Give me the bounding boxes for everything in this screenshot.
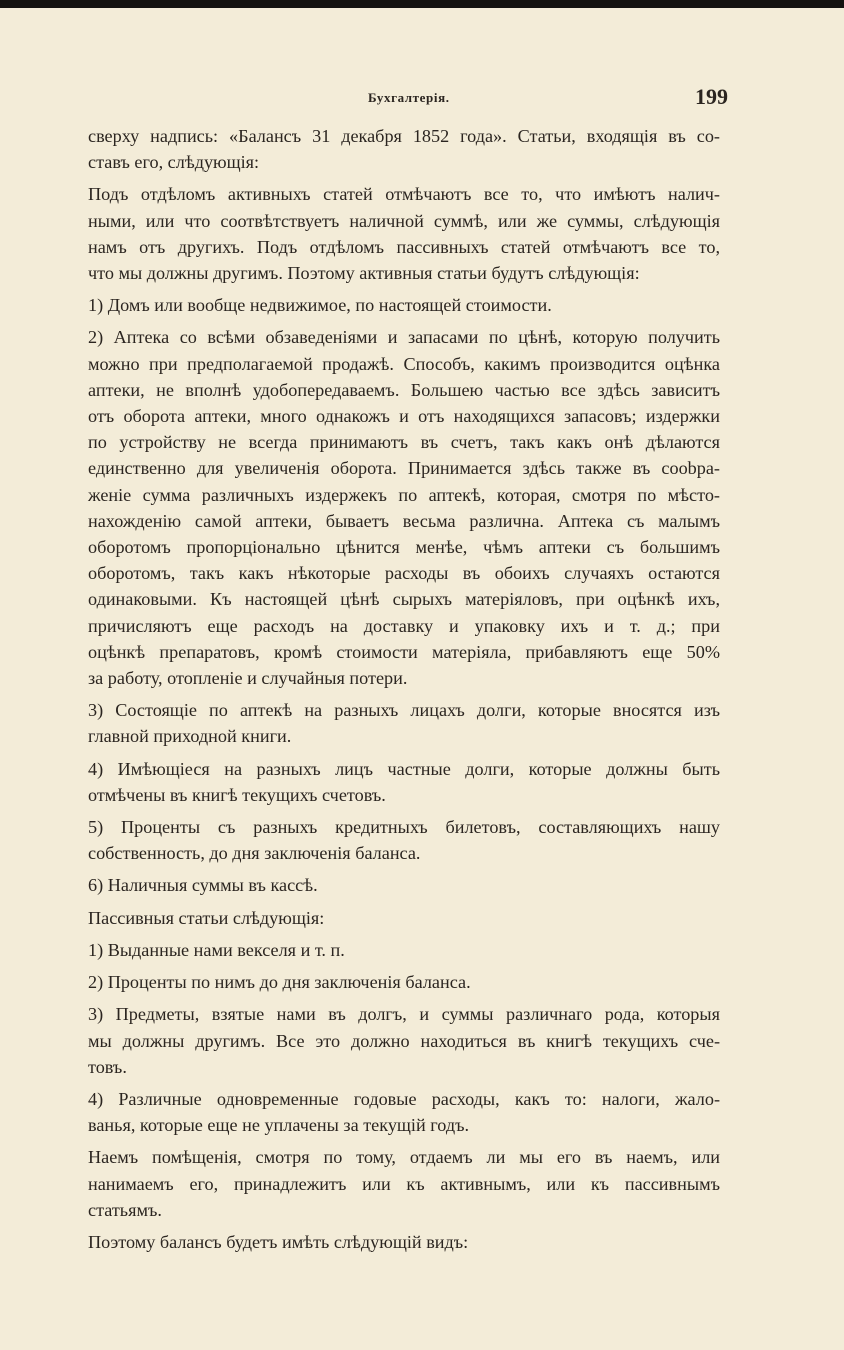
text-line: Подъ отдѣломъ активныхъ статей отмѣчаютъ все то, что имѣютъ налич- xyxy=(88,184,720,205)
text-line: ванья, которые еще не уплачены за текущій годъ. xyxy=(88,1115,470,1136)
text-line: женіе сумма различныхъ издержекъ по аптекѣ, которая, смотря по мѣсто- xyxy=(88,484,720,505)
paragraph xyxy=(88,937,720,963)
text-line: Пассивныя статьи слѣдующія: xyxy=(88,907,325,928)
text-line: товъ. xyxy=(88,1056,127,1077)
text-line: аптеки, не вполнѣ удобопередаваемъ. Большею частью все здѣсь зависитъ xyxy=(88,379,720,400)
text-line: что мы должны другимъ. Поэтому активныя статьи будутъ слѣдующія: xyxy=(88,263,640,284)
paragraph xyxy=(88,905,720,931)
text-line: Наемъ помѣщенія, смотря по тому, отдаемъ ли мы его въ наемъ, или xyxy=(88,1147,720,1168)
text-line: мы должны другимъ. Все это должно находиться въ книгѣ текущихъ сче- xyxy=(88,1030,720,1051)
text-line: намъ отъ другихъ. Подъ отдѣломъ пассивныхъ статей отмѣчаютъ все то, xyxy=(88,236,720,257)
text-line: 1) Домъ или вообще недвижимое, по настоящей стоимости. xyxy=(88,295,552,316)
paragraph xyxy=(88,1229,720,1255)
text-line: оцѣнкѣ препаратовъ, кромѣ стоимости матеріяла, прибавляютъ еще 50% xyxy=(88,641,720,662)
text-line: отмѣчены въ книгѣ текущихъ счетовъ. xyxy=(88,784,386,805)
paragraph xyxy=(88,1144,720,1223)
text-line: сверху надпись: «Балансъ 31 декабря 1852 года». Статьи, входящія въ со- xyxy=(88,126,720,146)
paragraph xyxy=(88,756,720,808)
text-line: 2) Проценты по нимъ до дня заключенія баланса. xyxy=(88,972,471,993)
text-line: оборотомъ, такъ какъ нѣкоторые расходы въ обоихъ случаяхъ остаются xyxy=(88,563,720,584)
text-line: статьямъ. xyxy=(88,1199,162,1220)
paragraph xyxy=(88,181,720,286)
paragraph xyxy=(88,324,720,691)
running-head: Бухгалтерія. xyxy=(368,90,450,105)
text-line: ставъ его, слѣдующія: xyxy=(88,152,260,173)
paragraph xyxy=(88,814,720,866)
text-line: 3) Состоящіе по аптекѣ на разныхъ лицахъ долги, которые вносятся изъ xyxy=(88,700,720,721)
text-line: можно при предполагаемой продажѣ. Способъ, какимъ производится оцѣнка xyxy=(88,353,720,374)
text-line: главной приходной книги. xyxy=(88,726,292,747)
text-line: собственность, до дня заключенія баланса. xyxy=(88,843,421,864)
paragraph xyxy=(88,697,720,749)
text-line: 3) Предметы, взятые нами въ долгъ, и суммы различнаго рода, которыя xyxy=(88,1004,720,1025)
paragraph xyxy=(88,292,720,318)
text-line: 4) Различные одновременные годовые расходы, какъ то: налоги, жало- xyxy=(88,1088,720,1109)
text-line: оборотомъ пропорціонально цѣнится менѣе, чѣмъ аптеки съ большимъ xyxy=(88,537,720,558)
page-header xyxy=(368,86,728,112)
text-line: 1) Выданные нами векселя и т. п. xyxy=(88,939,345,960)
paragraph xyxy=(88,123,720,175)
text-line: 5) Проценты съ разныхъ кредитныхъ билетовъ, составляющихъ нашу xyxy=(88,817,720,838)
paragraph xyxy=(88,1001,720,1080)
text-line: ными, или что соотвѣтствуетъ наличной суммѣ, или же суммы, слѣдующія xyxy=(88,210,720,231)
text-line: единственно для увеличенія оборота. Принимается здѣсь также въ соobра- xyxy=(88,458,720,479)
paragraph xyxy=(88,969,720,995)
text-line: нанимаемъ его, принадлежитъ или къ активнымъ, или къ пассивнымъ xyxy=(88,1173,720,1194)
text-line: 6) Наличныя суммы въ кассѣ. xyxy=(88,875,318,896)
paragraph xyxy=(88,872,720,898)
text-line: 2) Аптека со всѣми обзаведеніями и запасами по цѣнѣ, которую получить xyxy=(88,327,720,348)
text-line: за работу, отопленіе и случайныя потери. xyxy=(88,668,408,689)
text-line: 4) Имѣющіеся на разныхъ лицъ частные долги, которые должны быть xyxy=(88,758,720,779)
text-line: по устройству не всегда принимаютъ въ счетъ, такъ какъ онѣ дѣлаются xyxy=(88,432,720,453)
body-text xyxy=(88,123,720,1261)
text-line: Поэтому балансъ будетъ имѣть слѣдующій видъ: xyxy=(88,1231,469,1252)
page-number: 199 xyxy=(695,84,728,109)
paragraph xyxy=(88,1086,720,1138)
text-line: причисляютъ еще расходъ на доставку и упаковку ихъ и т. д.; при xyxy=(88,615,720,636)
text-line: нахожденію самой аптеки, бываетъ весьма различна. Аптека съ малымъ xyxy=(88,510,720,531)
page-top-edge xyxy=(0,0,844,8)
text-line: отъ оборота аптеки, много однакожъ и отъ находящихся запасовъ; издержки xyxy=(88,406,720,427)
text-line: одинаковыми. Къ настоящей цѣнѣ сырыхъ матеріяловъ, при оцѣнкѣ ихъ, xyxy=(88,589,720,610)
